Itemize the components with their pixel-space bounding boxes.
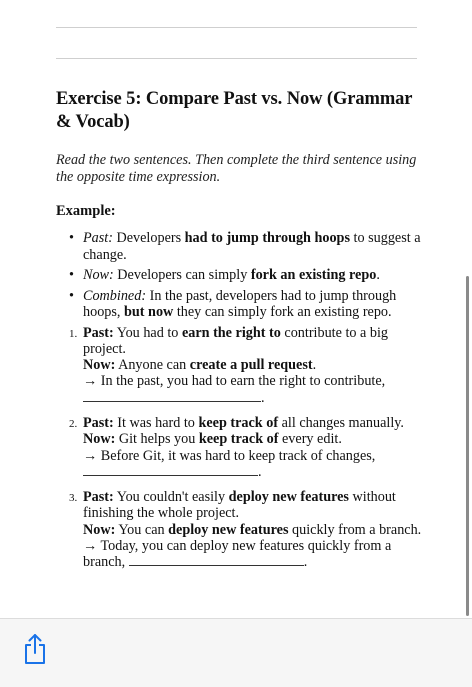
- exercise-item: 1. Past: You had to earn the right to contribute to a big project. Now: Anyone can create a pull request. → In the past, you had to earn the right to contribute, .: [56, 325, 424, 406]
- exercise-item: 3. Past: You couldn't easily deploy new features without finishing the whole project. Now: You can deploy new features quickly from a branch. → Today, you can deploy new features quickly from a branch, .: [56, 489, 424, 570]
- now-sentence: Now: Git helps you keep track of every edit.: [83, 431, 342, 448]
- completion-prompt: → Today, you can deploy new features quickly from a branch, .: [83, 538, 392, 571]
- past-sentence: Past: You had to earn the right to contribute to a big project.: [83, 324, 389, 357]
- document-body: [56, 88, 424, 580]
- answer-blank: [129, 554, 304, 566]
- second-divider: [56, 58, 417, 59]
- exercise-item: 2. Past: It was hard to keep track of all changes manually. Now: Git helps you keep track of every edit. → Before Git, it was hard to keep track of changes, .: [56, 415, 424, 480]
- exercise-title: Exercise 5: Compare Past vs. Now (Grammar & Vocab): [56, 89, 413, 132]
- completion-prompt: → Before Git, it was hard to keep track of changes, .: [83, 447, 376, 480]
- bottom-toolbar: [0, 618, 472, 687]
- example-list: [56, 230, 424, 321]
- completion-prompt: → In the past, you had to earn the right to contribute, .: [83, 373, 386, 406]
- top-divider: [56, 27, 417, 28]
- past-sentence: Past: It was hard to keep track of all changes manually.: [83, 414, 404, 431]
- answer-blank: [83, 390, 261, 402]
- now-sentence: Now: You can deploy new features quickly from a branch.: [83, 521, 422, 538]
- exercise-list: [56, 325, 424, 571]
- now-sentence: Now: Anyone can create a pull request.: [83, 357, 317, 374]
- example-item: • Now: Developers can simply fork an existing repo.: [69, 267, 380, 283]
- share-icon[interactable]: [22, 633, 48, 665]
- vertical-scrollbar[interactable]: [466, 276, 469, 616]
- example-item: • Past: Developers had to jump through hoops to suggest a change.: [69, 230, 421, 263]
- example-heading: Example:: [56, 203, 116, 219]
- exercise-instructions: Read the two sentences. Then complete the third sentence using the opposite time expression.: [56, 152, 417, 185]
- answer-blank: [83, 464, 258, 476]
- example-item: • Combined: In the past, developers had to jump through hoops, but now they can simply fork an existing repo.: [69, 287, 397, 320]
- past-sentence: Past: You couldn't easily deploy new features without finishing the whole project.: [83, 489, 396, 522]
